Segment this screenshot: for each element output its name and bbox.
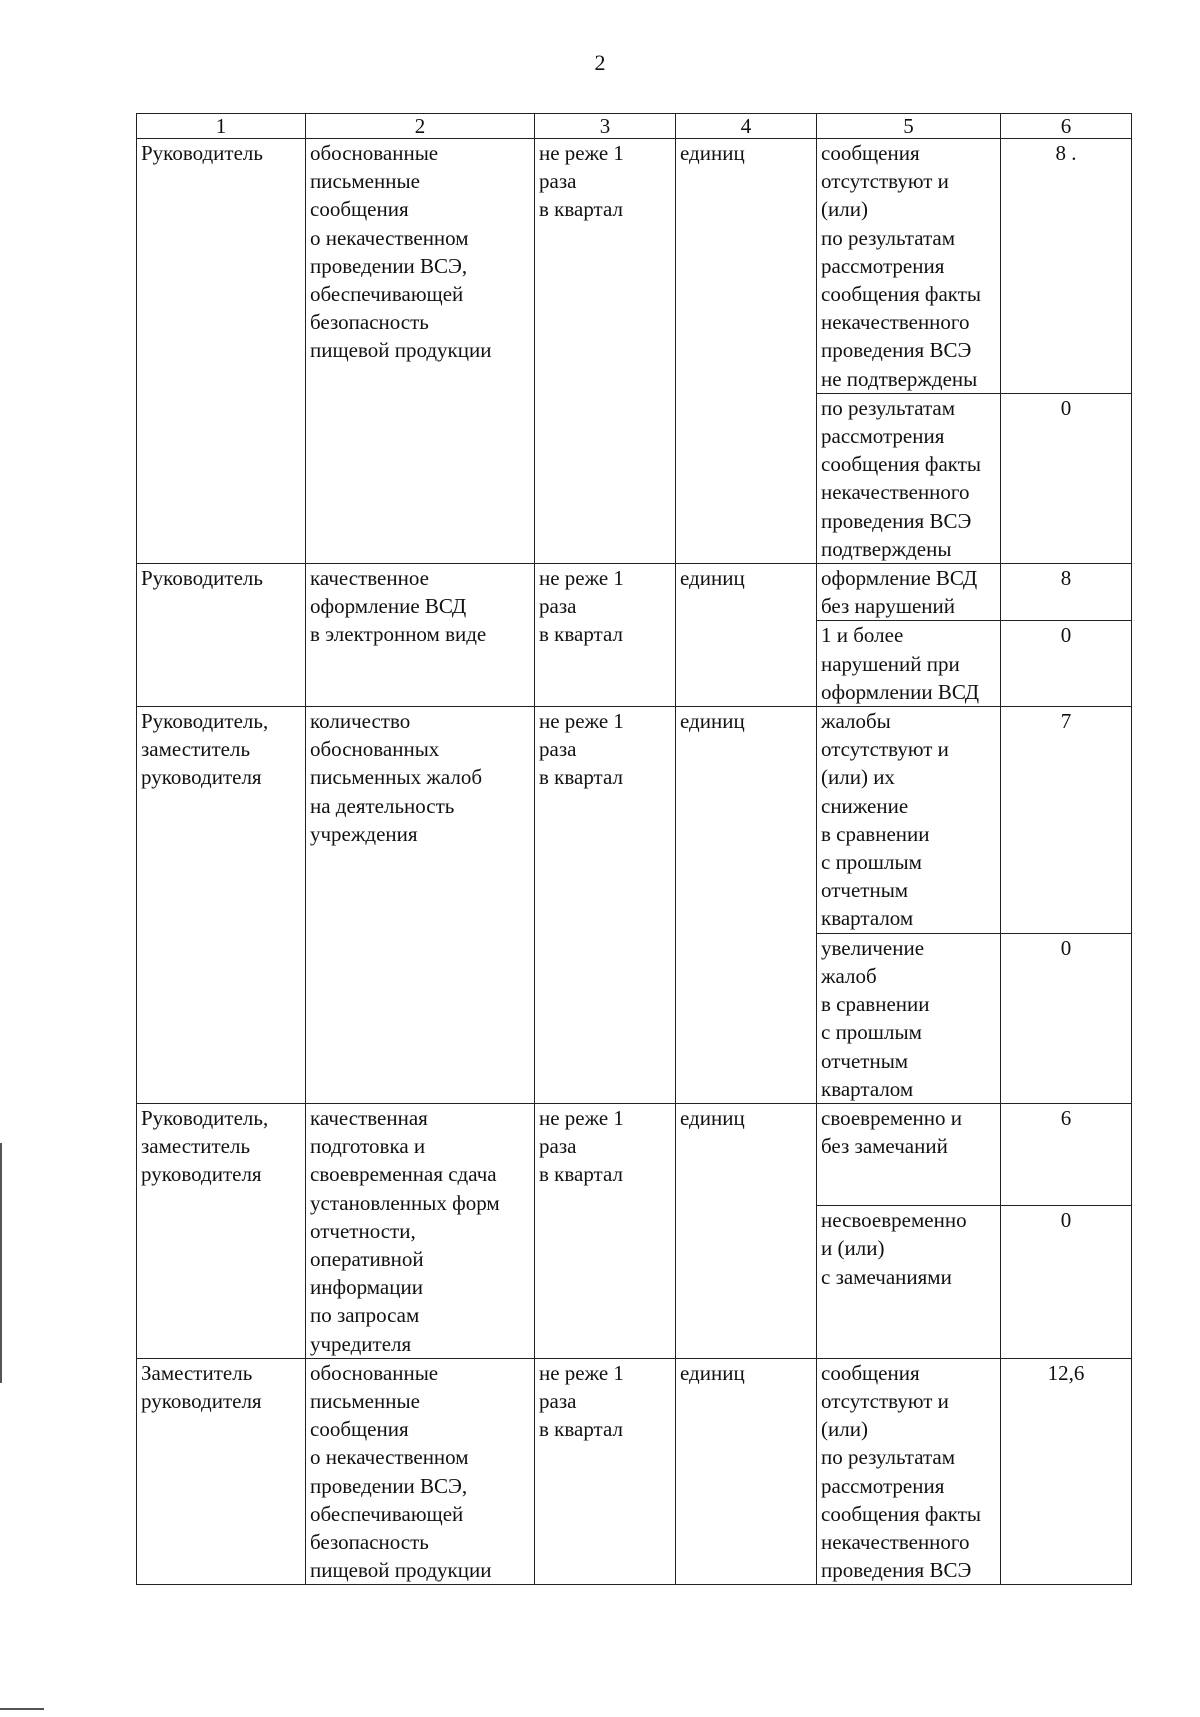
frequency-cell: не реже 1 раза в квартал xyxy=(535,564,676,707)
criterion-cell: жалобы отсутствуют и (или) их снижение в сравнении с прошлым отчетным кварталом xyxy=(817,707,1001,934)
column-header: 4 xyxy=(676,114,817,139)
criterion-cell: 1 и более нарушений при оформлении ВСД xyxy=(817,621,1001,707)
criterion-cell: своевременно и без замечаний xyxy=(817,1103,1001,1205)
column-header: 1 xyxy=(137,114,306,139)
table-row xyxy=(137,1103,1132,1205)
indicator-cell: обоснованные письменные сообщения о некачественном проведении ВСЭ, обеспечивающей безопасность пищевой продукции xyxy=(306,139,535,564)
unit-cell: единиц xyxy=(676,707,817,1104)
frequency-cell: не реже 1 раза в квартал xyxy=(535,1103,676,1358)
unit-cell: единиц xyxy=(676,1358,817,1585)
criterion-cell: сообщения отсутствуют и (или) по результатам рассмотрения сообщения факты некачественного проведения ВСЭ не подтверждены xyxy=(817,139,1001,394)
score-cell: 8 . xyxy=(1001,139,1132,394)
scan-edge-mark xyxy=(0,1143,2,1383)
table-row xyxy=(137,707,1132,934)
role-cell: Руководитель xyxy=(137,564,306,707)
score-cell: 6 xyxy=(1001,1103,1132,1205)
column-header: 6 xyxy=(1001,114,1132,139)
scan-edge-mark xyxy=(0,1708,44,1710)
page-number: 2 xyxy=(594,50,606,75)
criterion-cell: сообщения отсутствуют и (или) по результатам рассмотрения сообщения факты некачественного проведения ВСЭ xyxy=(817,1358,1001,1585)
indicator-cell: обоснованные письменные сообщения о некачественном проведении ВСЭ, обеспечивающей безопасность пищевой продукции xyxy=(306,1358,535,1585)
unit-cell: единиц xyxy=(676,1103,817,1358)
indicator-cell: количество обоснованных письменных жалоб на деятельность учреждения xyxy=(306,707,535,1104)
score-cell: 8 xyxy=(1001,564,1132,621)
column-header: 3 xyxy=(535,114,676,139)
frequency-cell: не реже 1 раза в квартал xyxy=(535,1358,676,1585)
column-header: 2 xyxy=(306,114,535,139)
criterion-cell: оформление ВСД без нарушений xyxy=(817,564,1001,621)
indicators-table xyxy=(136,113,1132,1585)
table-body xyxy=(137,114,1132,1585)
frequency-cell: не реже 1 раза в квартал xyxy=(535,707,676,1104)
score-cell: 0 xyxy=(1001,1206,1132,1359)
role-cell: Руководитель, заместитель руководителя xyxy=(137,1103,306,1358)
score-cell: 0 xyxy=(1001,621,1132,707)
role-cell: Заместитель руководителя xyxy=(137,1358,306,1585)
role-cell: Руководитель xyxy=(137,139,306,564)
indicator-cell: качественное оформление ВСД в электронном виде xyxy=(306,564,535,707)
score-cell: 12,6 xyxy=(1001,1358,1132,1585)
table-row xyxy=(137,1358,1132,1585)
table-row xyxy=(137,564,1132,621)
indicator-cell: качественная подготовка и своевременная сдача установленных форм отчетности, оперативной информации по запросам учредителя xyxy=(306,1103,535,1358)
column-header: 5 xyxy=(817,114,1001,139)
score-cell: 0 xyxy=(1001,393,1132,563)
criterion-cell: увеличение жалоб в сравнении с прошлым отчетным кварталом xyxy=(817,933,1001,1103)
score-cell: 7 xyxy=(1001,707,1132,934)
table-header-row xyxy=(137,114,1132,139)
criterion-cell: по результатам рассмотрения сообщения факты некачественного проведения ВСЭ подтверждены xyxy=(817,393,1001,563)
criterion-cell: несвоевременно и (или) с замечаниями xyxy=(817,1206,1001,1359)
frequency-cell: не реже 1 раза в квартал xyxy=(535,139,676,564)
unit-cell: единиц xyxy=(676,139,817,564)
score-cell: 0 xyxy=(1001,933,1132,1103)
role-cell: Руководитель, заместитель руководителя xyxy=(137,707,306,1104)
table-row xyxy=(137,139,1132,394)
unit-cell: единиц xyxy=(676,564,817,707)
